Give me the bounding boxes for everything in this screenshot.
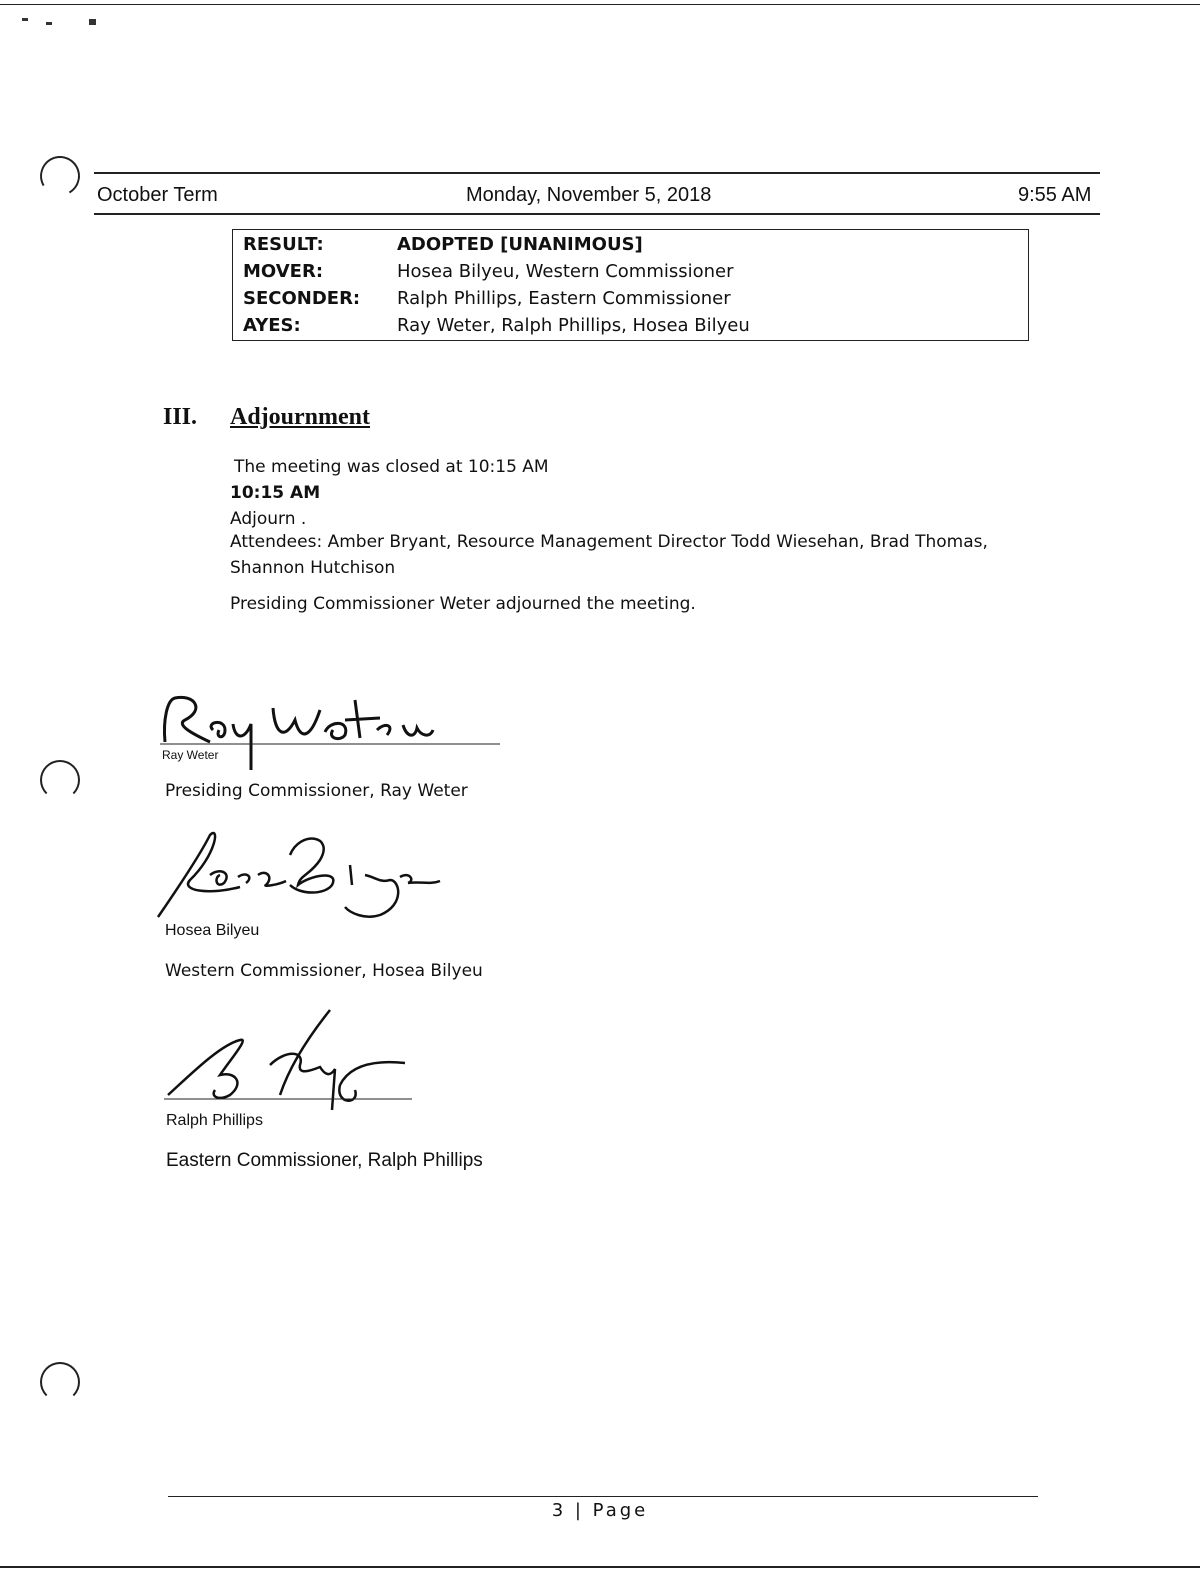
header-bottom-rule [94,213,1100,215]
punch-hole-icon [40,1362,80,1402]
punch-hole-icon [40,760,80,800]
top-scan-edge [0,4,1200,5]
seconder-value: Ralph Phillips, Eastern Commissioner [397,288,731,309]
header-term: October Term [97,184,218,206]
signature-printed-name: Ray Weter [162,748,219,762]
result-row [243,232,643,258]
adjourn-time: 10:15 AM [230,483,321,503]
attendees-line-2: Shannon Hutchison [230,558,396,578]
closing-statement: Presiding Commissioner Weter adjourned the meeting. [230,594,696,614]
mover-key: MOVER: [243,261,324,282]
vote-result-box [232,229,1029,341]
punch-hole-icon [36,152,85,201]
signature-title: Eastern Commissioner, Ralph Phillips [166,1150,483,1171]
signature-title: Presiding Commissioner, Ray Weter [165,781,468,801]
footer-rule [168,1496,1038,1497]
bottom-scan-edge [0,1566,1200,1568]
ayes-value: Ray Weter, Ralph Phillips, Hosea Bilyeu [397,315,750,336]
header-date: Monday, November 5, 2018 [466,184,712,206]
seconder-key: SECONDER: [243,288,361,309]
header-time: 9:55 AM [1018,184,1092,206]
scan-speck [89,19,96,25]
scan-speck [46,22,52,25]
signature-ralph-phillips [160,1005,420,1115]
ayes-key: AYES: [243,315,301,336]
result-key: RESULT: [243,234,324,255]
scan-speck [22,18,28,21]
signature-printed-name: Ralph Phillips [166,1112,263,1129]
adjourn-action: Adjourn . [230,509,307,529]
meeting-closed-line: The meeting was closed at 10:15 AM [234,457,549,477]
attendees-line-1: Attendees: Amber Bryant, Resource Management Director Todd Wiesehan, Brad Thomas, [230,532,988,552]
mover-value: Hosea Bilyeu, Western Commissioner [397,261,734,282]
section-title: Adjournment [230,404,371,430]
section-number: III. [163,404,198,430]
page-number: 3 | Page [551,1500,649,1521]
signature-hosea-bilyeu [150,825,450,920]
header-top-rule [94,172,1100,174]
signature-printed-name: Hosea Bilyeu [165,922,260,939]
seconder-row [243,286,731,312]
result-value: ADOPTED [UNANIMOUS] [397,234,643,255]
mover-row [243,259,734,285]
signature-title: Western Commissioner, Hosea Bilyeu [165,961,483,981]
ayes-row [243,313,750,339]
